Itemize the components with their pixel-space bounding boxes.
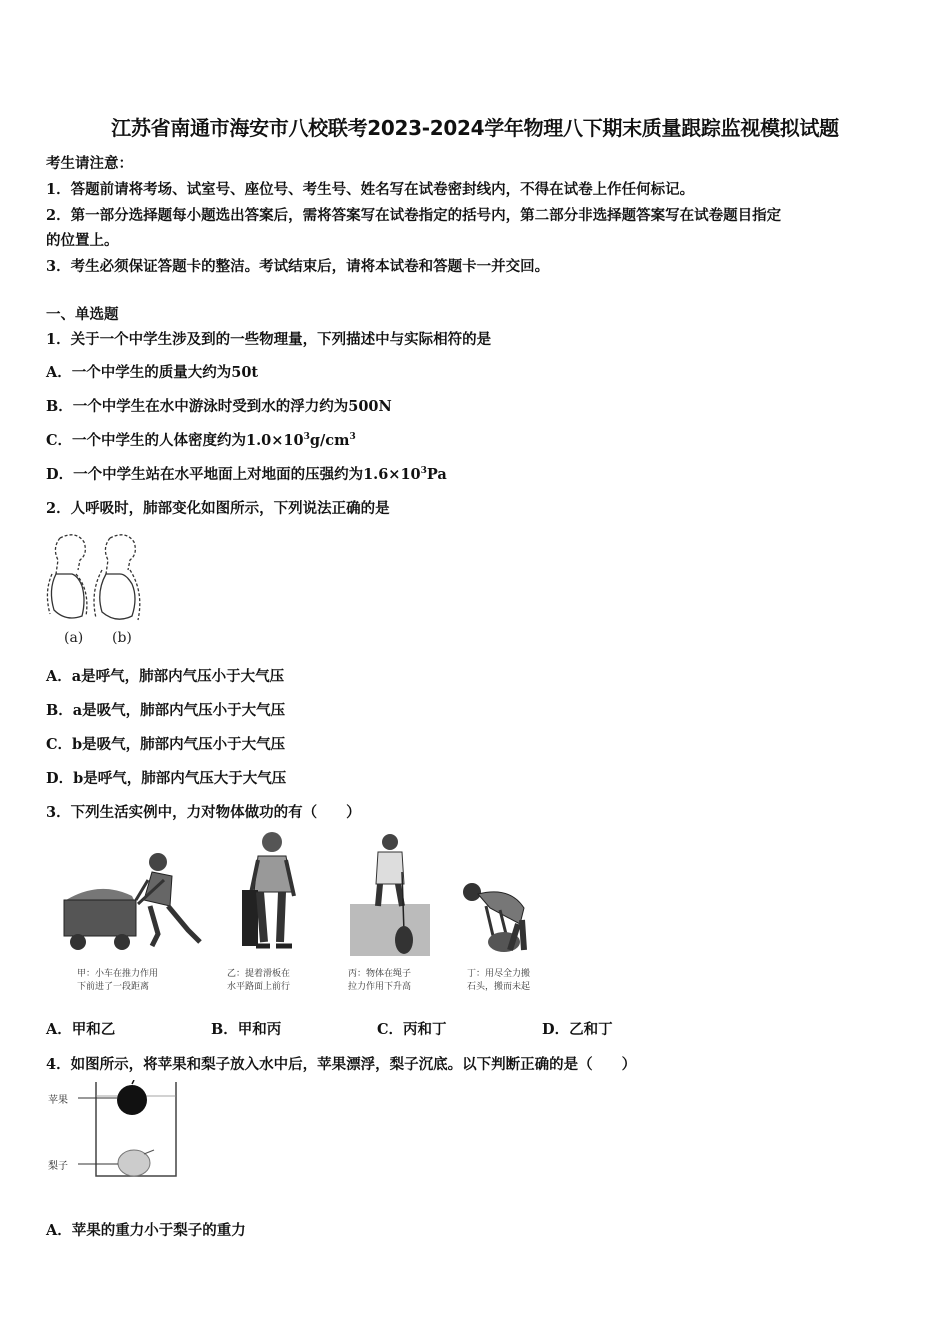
notice-item: 2．第一部分选择题每小题选出答案后，需将答案写在试卷指定的括号内，第二部分非选择题答案写在试卷题目指定 bbox=[46, 207, 782, 224]
q1-stem: 1．关于一个中学生涉及到的一些物理量，下列描述中与实际相符的是 bbox=[46, 331, 492, 348]
caption-jia bbox=[77, 968, 158, 994]
q3-stem: 3．下列生活实例中，力对物体做功的有（ ） bbox=[46, 804, 361, 821]
exponent: 3 bbox=[303, 432, 310, 443]
caption-ding bbox=[467, 968, 530, 994]
cart-push-illustration bbox=[60, 850, 210, 955]
caption-line: 丙：物体在绳子 bbox=[348, 969, 412, 979]
pear-label: 梨子 bbox=[48, 1161, 68, 1172]
fruit-in-water-figure bbox=[78, 1080, 188, 1180]
caption-bing bbox=[348, 968, 411, 994]
caption-line: 下前进了一段距离 bbox=[77, 982, 150, 992]
q1-option-d bbox=[46, 463, 447, 484]
q3-option-a: A．甲和乙 bbox=[46, 1021, 116, 1038]
q2-option-b: B．a是吸气，肺部内气压小于大气压 bbox=[46, 702, 286, 719]
q1-option-d-text: D．一个中学生站在水平地面上对地面的压强约为1.6×10 bbox=[46, 466, 421, 483]
figure-label-b: (b) bbox=[112, 630, 132, 646]
q4-option-a: A．苹果的重力小于梨子的重力 bbox=[46, 1222, 246, 1239]
exponent: 3 bbox=[349, 432, 356, 443]
notice-item: 的位置上。 bbox=[46, 232, 119, 249]
q2-option-d: D．b是呼气，肺部内气压大于大气压 bbox=[46, 770, 287, 787]
exponent: 3 bbox=[420, 466, 427, 477]
notice-heading: 考生请注意： bbox=[46, 155, 133, 172]
q2-option-c: C．b是吸气，肺部内气压小于大气压 bbox=[46, 736, 286, 753]
q1-option-d-unit: Pa bbox=[426, 466, 447, 483]
apple-icon bbox=[117, 1085, 147, 1115]
q1-option-c-unit: g/cm bbox=[309, 432, 350, 449]
q3-option-d: D．乙和丁 bbox=[542, 1021, 613, 1038]
q1-option-b: B．一个中学生在水中游泳时受到水的浮力约为500N bbox=[46, 398, 392, 415]
caption-yi bbox=[227, 968, 290, 994]
page-title: 江苏省南通市海安市八校联考2023-2024学年物理八下期末质量跟踪监视模拟试题 bbox=[111, 116, 839, 140]
figure-label-a: (a) bbox=[64, 630, 84, 646]
q1-option-c-text: C．一个中学生的人体密度约为1.0×10 bbox=[46, 432, 304, 449]
apple-label: 苹果 bbox=[48, 1095, 68, 1106]
q4-stem: 4．如图所示，将苹果和梨子放入水中后，苹果漂浮，梨子沉底。以下判断正确的是（ ） bbox=[46, 1056, 637, 1073]
q3-option-c: C．丙和丁 bbox=[377, 1021, 447, 1038]
notice-item: 3．考生必须保证答题卡的整洁。考试结束后，请将本试卷和答题卡一并交回。 bbox=[46, 258, 550, 275]
section-heading: 一、单选题 bbox=[46, 306, 119, 323]
q2-option-a: A．a是呼气，肺部内气压小于大气压 bbox=[46, 668, 285, 685]
q1-option-a: A．一个中学生的质量大约为50t bbox=[46, 364, 259, 381]
rope-lift-illustration bbox=[350, 832, 430, 957]
caption-line: 石头，搬而未起 bbox=[467, 982, 531, 992]
lung-figure bbox=[46, 530, 146, 648]
caption-line: 甲：小车在推力作用 bbox=[77, 969, 159, 979]
board-carry-illustration bbox=[236, 830, 306, 955]
q3-option-b: B．甲和丙 bbox=[211, 1021, 282, 1038]
notice-item: 1．答题前请将考场、试室号、座位号、考生号、姓名写在试卷密封线内，不得在试卷上作任何标记。 bbox=[46, 181, 695, 198]
stone-lift-illustration bbox=[460, 880, 545, 955]
caption-line: 乙：提着滑板在 bbox=[227, 969, 291, 979]
q2-stem: 2．人呼吸时，肺部变化如图所示，下列说法正确的是 bbox=[46, 500, 390, 517]
caption-line: 水平路面上前行 bbox=[227, 982, 291, 992]
caption-line: 拉力作用下升高 bbox=[348, 982, 412, 992]
caption-line: 丁：用尽全力搬 bbox=[467, 969, 531, 979]
q1-option-c bbox=[46, 429, 356, 450]
